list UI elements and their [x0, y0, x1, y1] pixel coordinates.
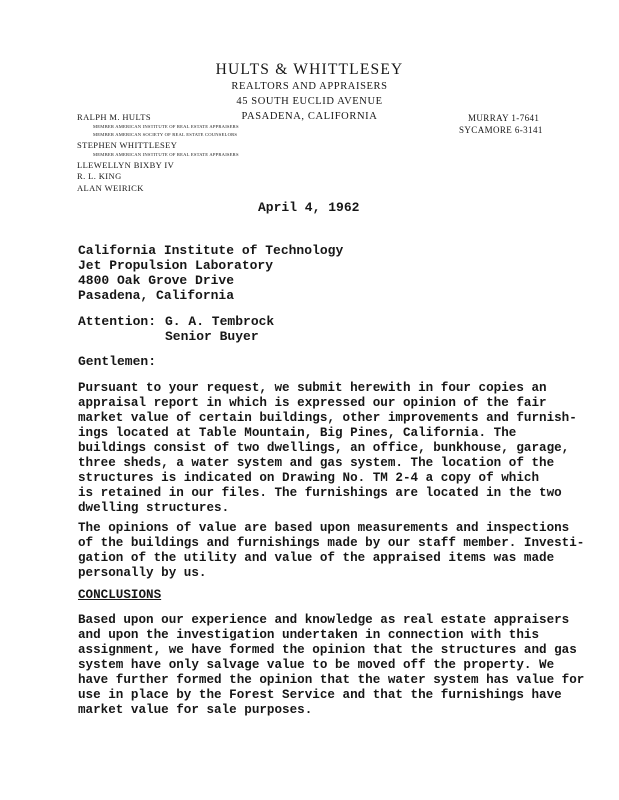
text-line: structures is indicated on Drawing No. TM 2-4 a copy of which — [78, 471, 540, 485]
member-name: STEPHEN WHITTLESEY — [77, 140, 178, 150]
text-line: Based upon our experience and knowledge as real estate appraisers — [78, 613, 570, 627]
firm-subtitle: REALTORS AND APPRAISERS — [231, 81, 388, 92]
conclusions-heading: CONCLUSIONS — [78, 588, 162, 602]
attention-label: Attention: — [78, 314, 157, 329]
text-line: three sheds, a water system and gas system. The location of the — [78, 456, 555, 470]
text-line: gation of the utility and value of the appraised items was made — [78, 551, 555, 565]
text-line: use in place by the Forest Service and that the furnishings have — [78, 688, 562, 702]
letter-date: April 4, 1962 — [258, 200, 360, 215]
attention-name: G. A. Tembrock — [165, 314, 275, 329]
text-line: appraisal report in which is expressed our opinion of the fair — [78, 396, 547, 410]
firm-street: 45 SOUTH EUCLID AVENUE — [236, 96, 383, 107]
text-line: Pursuant to your request, we submit herewith in four copies an — [78, 381, 547, 395]
firm-name: HULTS & WHITTLESEY — [215, 61, 404, 78]
member-name: R. L. KING — [77, 171, 122, 181]
member-name: RALPH M. HULTS — [77, 112, 152, 122]
text-line: is retained in our files. The furnishings are located in the two — [78, 486, 562, 500]
text-line: of the buildings and furnishings made by our staff member. Investi- — [78, 536, 585, 550]
firm-city: PASADENA, CALIFORNIA — [241, 111, 378, 122]
member-affiliation: MEMBER AMERICAN INSTITUTE OF REAL ESTATE APPRAISERS — [93, 152, 239, 157]
address-line: Jet Propulsion Laboratory — [78, 258, 274, 273]
text-line: market value for sale purposes. — [78, 703, 313, 717]
member-affiliation: MEMBER AMERICAN INSTITUTE OF REAL ESTATE APPRAISERS — [93, 124, 239, 129]
member-name: LLEWELLYN BIXBY IV — [77, 160, 175, 170]
address-line: 4800 Oak Grove Drive — [78, 273, 235, 288]
text-line: personally by us. — [78, 566, 207, 580]
text-line: assignment, we have formed the opinion that the structures and gas — [78, 643, 577, 657]
text-line: buildings consist of two dwellings, an office, bunkhouse, garage, — [78, 441, 570, 455]
phone-sycamore: SYCAMORE 6-3141 — [459, 125, 543, 135]
salutation: Gentlemen: — [78, 354, 157, 369]
text-line: dwelling structures. — [78, 501, 230, 515]
member-affiliation: MEMBER AMERICAN SOCIETY OF REAL ESTATE COUNSELORS — [93, 132, 238, 137]
address-line: California Institute of Technology — [78, 243, 344, 258]
member-name: ALAN WEIRICK — [77, 183, 144, 193]
address-line: Pasadena, California — [78, 288, 235, 303]
attention-title: Senior Buyer — [165, 329, 259, 344]
phone-murray: MURRAY 1-7641 — [468, 113, 540, 123]
text-line: The opinions of value are based upon measurements and inspections — [78, 521, 570, 535]
text-line: market value of certain buildings, other improvements and furnish- — [78, 411, 577, 425]
text-line: system have only salvage value to be moved off the property. We — [78, 658, 555, 672]
text-line: ings located at Table Mountain, Big Pines, California. The — [78, 426, 517, 440]
text-line: have further formed the opinion that the water system has value for — [78, 673, 585, 687]
text-line: and upon the investigation undertaken in connection with this — [78, 628, 540, 642]
